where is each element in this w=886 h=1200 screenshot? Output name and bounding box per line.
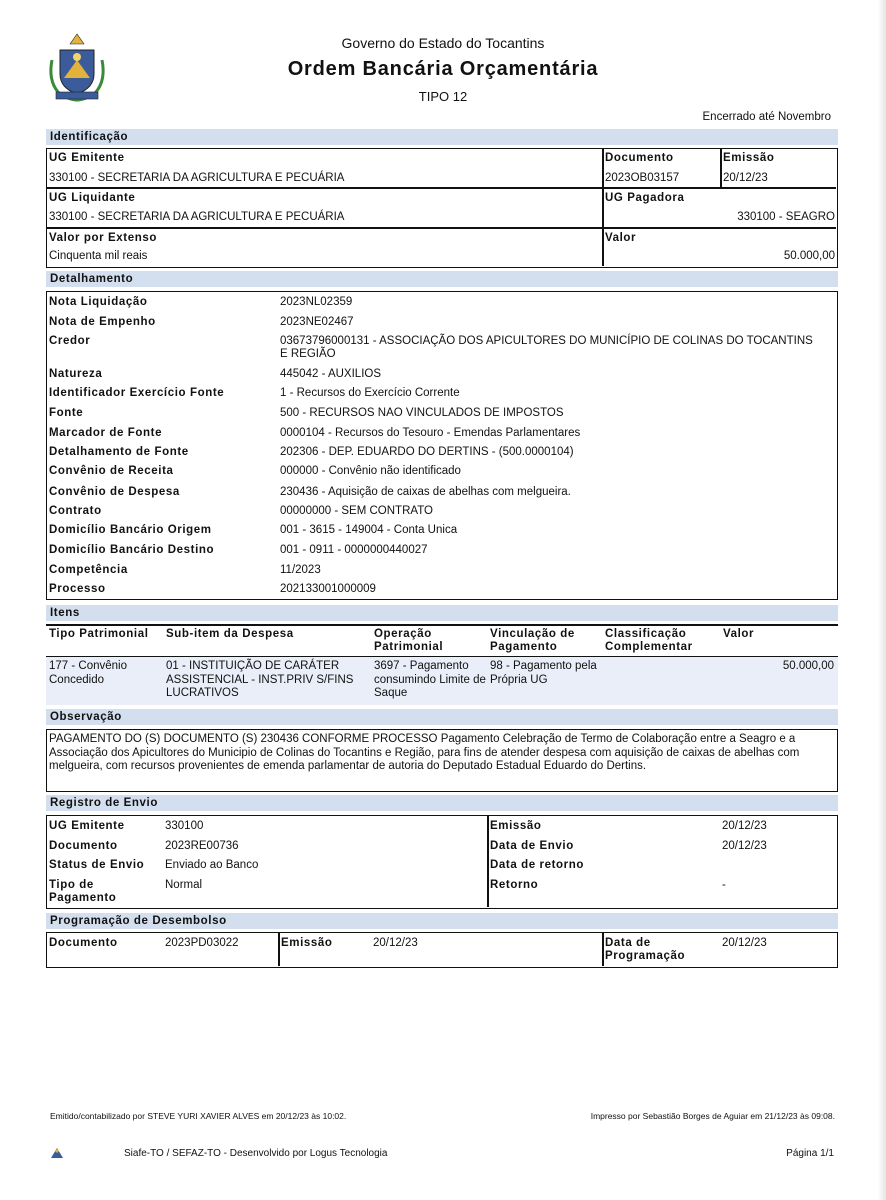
reg-data-envio-value: 20/12/23 (722, 840, 767, 852)
reg-emissao-label: Emissão (490, 820, 542, 832)
footer-sistema: Siafe-TO / SEFAZ-TO - Desenvolvido por Logus Tecnologia (124, 1148, 388, 1159)
detail-value: 11/2023 (280, 564, 321, 576)
detail-value: 2023NL02359 (280, 296, 353, 308)
prog-emissao-label: Emissão (281, 937, 333, 949)
prog-data-label: Data de Programação (605, 937, 686, 962)
detail-label: Detalhamento de Fonte (49, 446, 189, 458)
reg-retorno-value: - (722, 879, 726, 891)
ug-emitente-value: 330100 - SECRETARIA DA AGRICULTURA E PECUÁRIA (49, 172, 345, 184)
detail-label: Nota de Empenho (49, 316, 156, 328)
col-classificacao: Classificação Complementar (605, 628, 693, 653)
ug-liquidante-value: 330100 - SECRETARIA DA AGRICULTURA E PECUÁRIA (49, 211, 345, 223)
reg-documento-value: 2023RE00736 (165, 840, 239, 852)
detalhamento-box (46, 291, 838, 600)
detail-value: 0000104 - Recursos do Tesouro - Emendas Parlamentares (280, 427, 581, 439)
detail-label: Fonte (49, 407, 84, 419)
reg-documento-label: Documento (49, 840, 118, 852)
reg-emissao-value: 20/12/23 (722, 820, 767, 832)
detail-value: 202133001000009 (280, 583, 376, 595)
observacao-text: PAGAMENTO DO (S) DOCUMENTO (S) 230436 CONFORME PROCESSO Pagamento Celebração de Termo de Colaboração entre a Seagro e a Associação dos Apicultores do Municipio de Colinas do Tocantins e Região, para fins de atender despesa com aquisição de caixas de abelhas com melgueira, com recursos provenientes de emenda parlamentar de autoria do Deputado Estadual Eduardo do Dertins. (49, 733, 800, 773)
ug-emitente-label: UG Emitente (49, 152, 125, 164)
valor-extenso-value: Cinquenta mil reais (49, 250, 148, 262)
documento-value: 2023OB03157 (605, 172, 680, 184)
detail-value: 202306 - DEP. EDUARDO DO DERTINS - (500.0000104) (280, 446, 574, 458)
emissao-label: Emissão (723, 152, 775, 164)
emissao-value: 20/12/23 (723, 172, 768, 184)
detail-value: 03673796000131 - ASSOCIAÇÃO DOS APICULTORES DO MUNICÍPIO DE COLINAS DO TOCANTINS E REGIÃO (280, 335, 813, 360)
reg-retorno-label: Retorno (490, 879, 539, 891)
section-identificacao: Identificação (46, 129, 838, 145)
reg-status-label: Status de Envio (49, 859, 145, 871)
section-registro-envio: Registro de Envio (46, 795, 838, 811)
detail-value: 2023NE02467 (280, 316, 354, 328)
detail-label: Domicílio Bancário Origem (49, 524, 212, 536)
siafe-logo-icon (49, 1144, 65, 1162)
identificacao-box (46, 148, 838, 268)
detail-label: Processo (49, 583, 106, 595)
registro-box (46, 815, 838, 909)
detail-label: Credor (49, 335, 91, 347)
footer-impresso: Impresso por Sebastião Borges de Aguiar em 21/12/23 às 09:08. (590, 1111, 835, 1121)
detail-value: 1 - Recursos do Exercício Corrente (280, 387, 460, 399)
detail-value: 001 - 3615 - 149004 - Conta Unica (280, 524, 458, 536)
detail-label: Identificador Exercício Fonte (49, 387, 225, 399)
prog-data-value: 20/12/23 (722, 937, 767, 949)
valor-label: Valor (605, 232, 637, 244)
detail-value: 500 - RECURSOS NAO VINCULADOS DE IMPOSTOS (280, 407, 564, 419)
section-detalhamento: Detalhamento (46, 271, 838, 287)
detail-label: Natureza (49, 368, 103, 380)
detail-value: 445042 - AUXILIOS (280, 368, 382, 380)
reg-ug-emitente-value: 330100 (165, 820, 204, 832)
page-edge-shadow (878, 0, 886, 1200)
reg-data-envio-label: Data de Envio (490, 840, 574, 852)
detail-label: Nota Liquidação (49, 296, 148, 308)
item-operacao: 3697 - Pagamento consumindo Limite de Saque (374, 660, 486, 699)
valor-value: 50.000,00 (783, 250, 835, 262)
detail-label: Marcador de Fonte (49, 427, 163, 439)
detail-label: Domicílio Bancário Destino (49, 544, 215, 556)
detail-label: Competência (49, 564, 128, 576)
prog-documento-label: Documento (49, 937, 118, 949)
item-subitem: 01 - INSTITUIÇÃO DE CARÁTER ASSISTENCIAL - INST.PRIV S/FINS LUCRATIVOS (166, 660, 354, 699)
reg-data-retorno-label: Data de retorno (490, 859, 584, 871)
item-vinculacao: 98 - Pagamento pela Própria UG (490, 660, 597, 686)
observacao-box (46, 729, 838, 792)
ug-liquidante-label: UG Liquidante (49, 192, 136, 204)
footer-emitido: Emitido/contabilizado por STEVE YURI XAVIER ALVES em 20/12/23 às 10:02. (50, 1111, 347, 1121)
col-subitem: Sub-item da Despesa (166, 628, 294, 640)
reg-tipo-label: Tipo de Pagamento (49, 879, 117, 904)
ug-pagadora-label: UG Pagadora (605, 192, 685, 204)
detail-value: 001 - 0911 - 0000000440027 (280, 544, 428, 556)
prog-emissao-value: 20/12/23 (373, 937, 418, 949)
reg-ug-emitente-label: UG Emitente (49, 820, 125, 832)
detail-value: 00000000 - SEM CONTRATO (280, 505, 433, 517)
footer-pagina: Página 1/1 (786, 1148, 834, 1159)
detail-label: Convênio de Receita (49, 465, 174, 477)
detail-value: 000000 - Convênio não identificado (280, 465, 461, 477)
item-tipo: 177 - Convênio Concedido (49, 660, 127, 686)
detail-value: 230436 - Aquisição de caixas de abelhas com melgueira. (280, 486, 571, 498)
ug-pagadora-value: 330100 - SEAGRO (737, 211, 835, 223)
programacao-box (46, 932, 838, 968)
detail-label: Convênio de Despesa (49, 486, 180, 498)
col-tipo-patrimonial: Tipo Patrimonial (49, 628, 149, 640)
reg-status-value: Enviado ao Banco (165, 859, 259, 871)
section-observacao: Observação (46, 709, 838, 725)
section-itens: Itens (46, 605, 838, 621)
prog-documento-value: 2023PD03022 (165, 937, 239, 949)
document-title: Ordem Bancária Orçamentária (287, 58, 599, 80)
closing-status: Encerrado até Novembro (702, 111, 831, 123)
section-programacao: Programação de Desembolso (46, 913, 838, 929)
detail-label: Contrato (49, 505, 102, 517)
col-operacao: Operação Patrimonial (374, 628, 444, 653)
valor-extenso-label: Valor por Extenso (49, 232, 157, 244)
documento-label: Documento (605, 152, 674, 164)
col-valor: Valor (723, 628, 755, 640)
document-type: TIPO 12 (418, 89, 468, 104)
reg-tipo-value: Normal (165, 879, 203, 891)
government-name: Governo do Estado do Tocantins (341, 35, 545, 51)
item-valor: 50.000,00 (782, 660, 834, 672)
col-vinculacao: Vinculação de Pagamento (490, 628, 575, 653)
